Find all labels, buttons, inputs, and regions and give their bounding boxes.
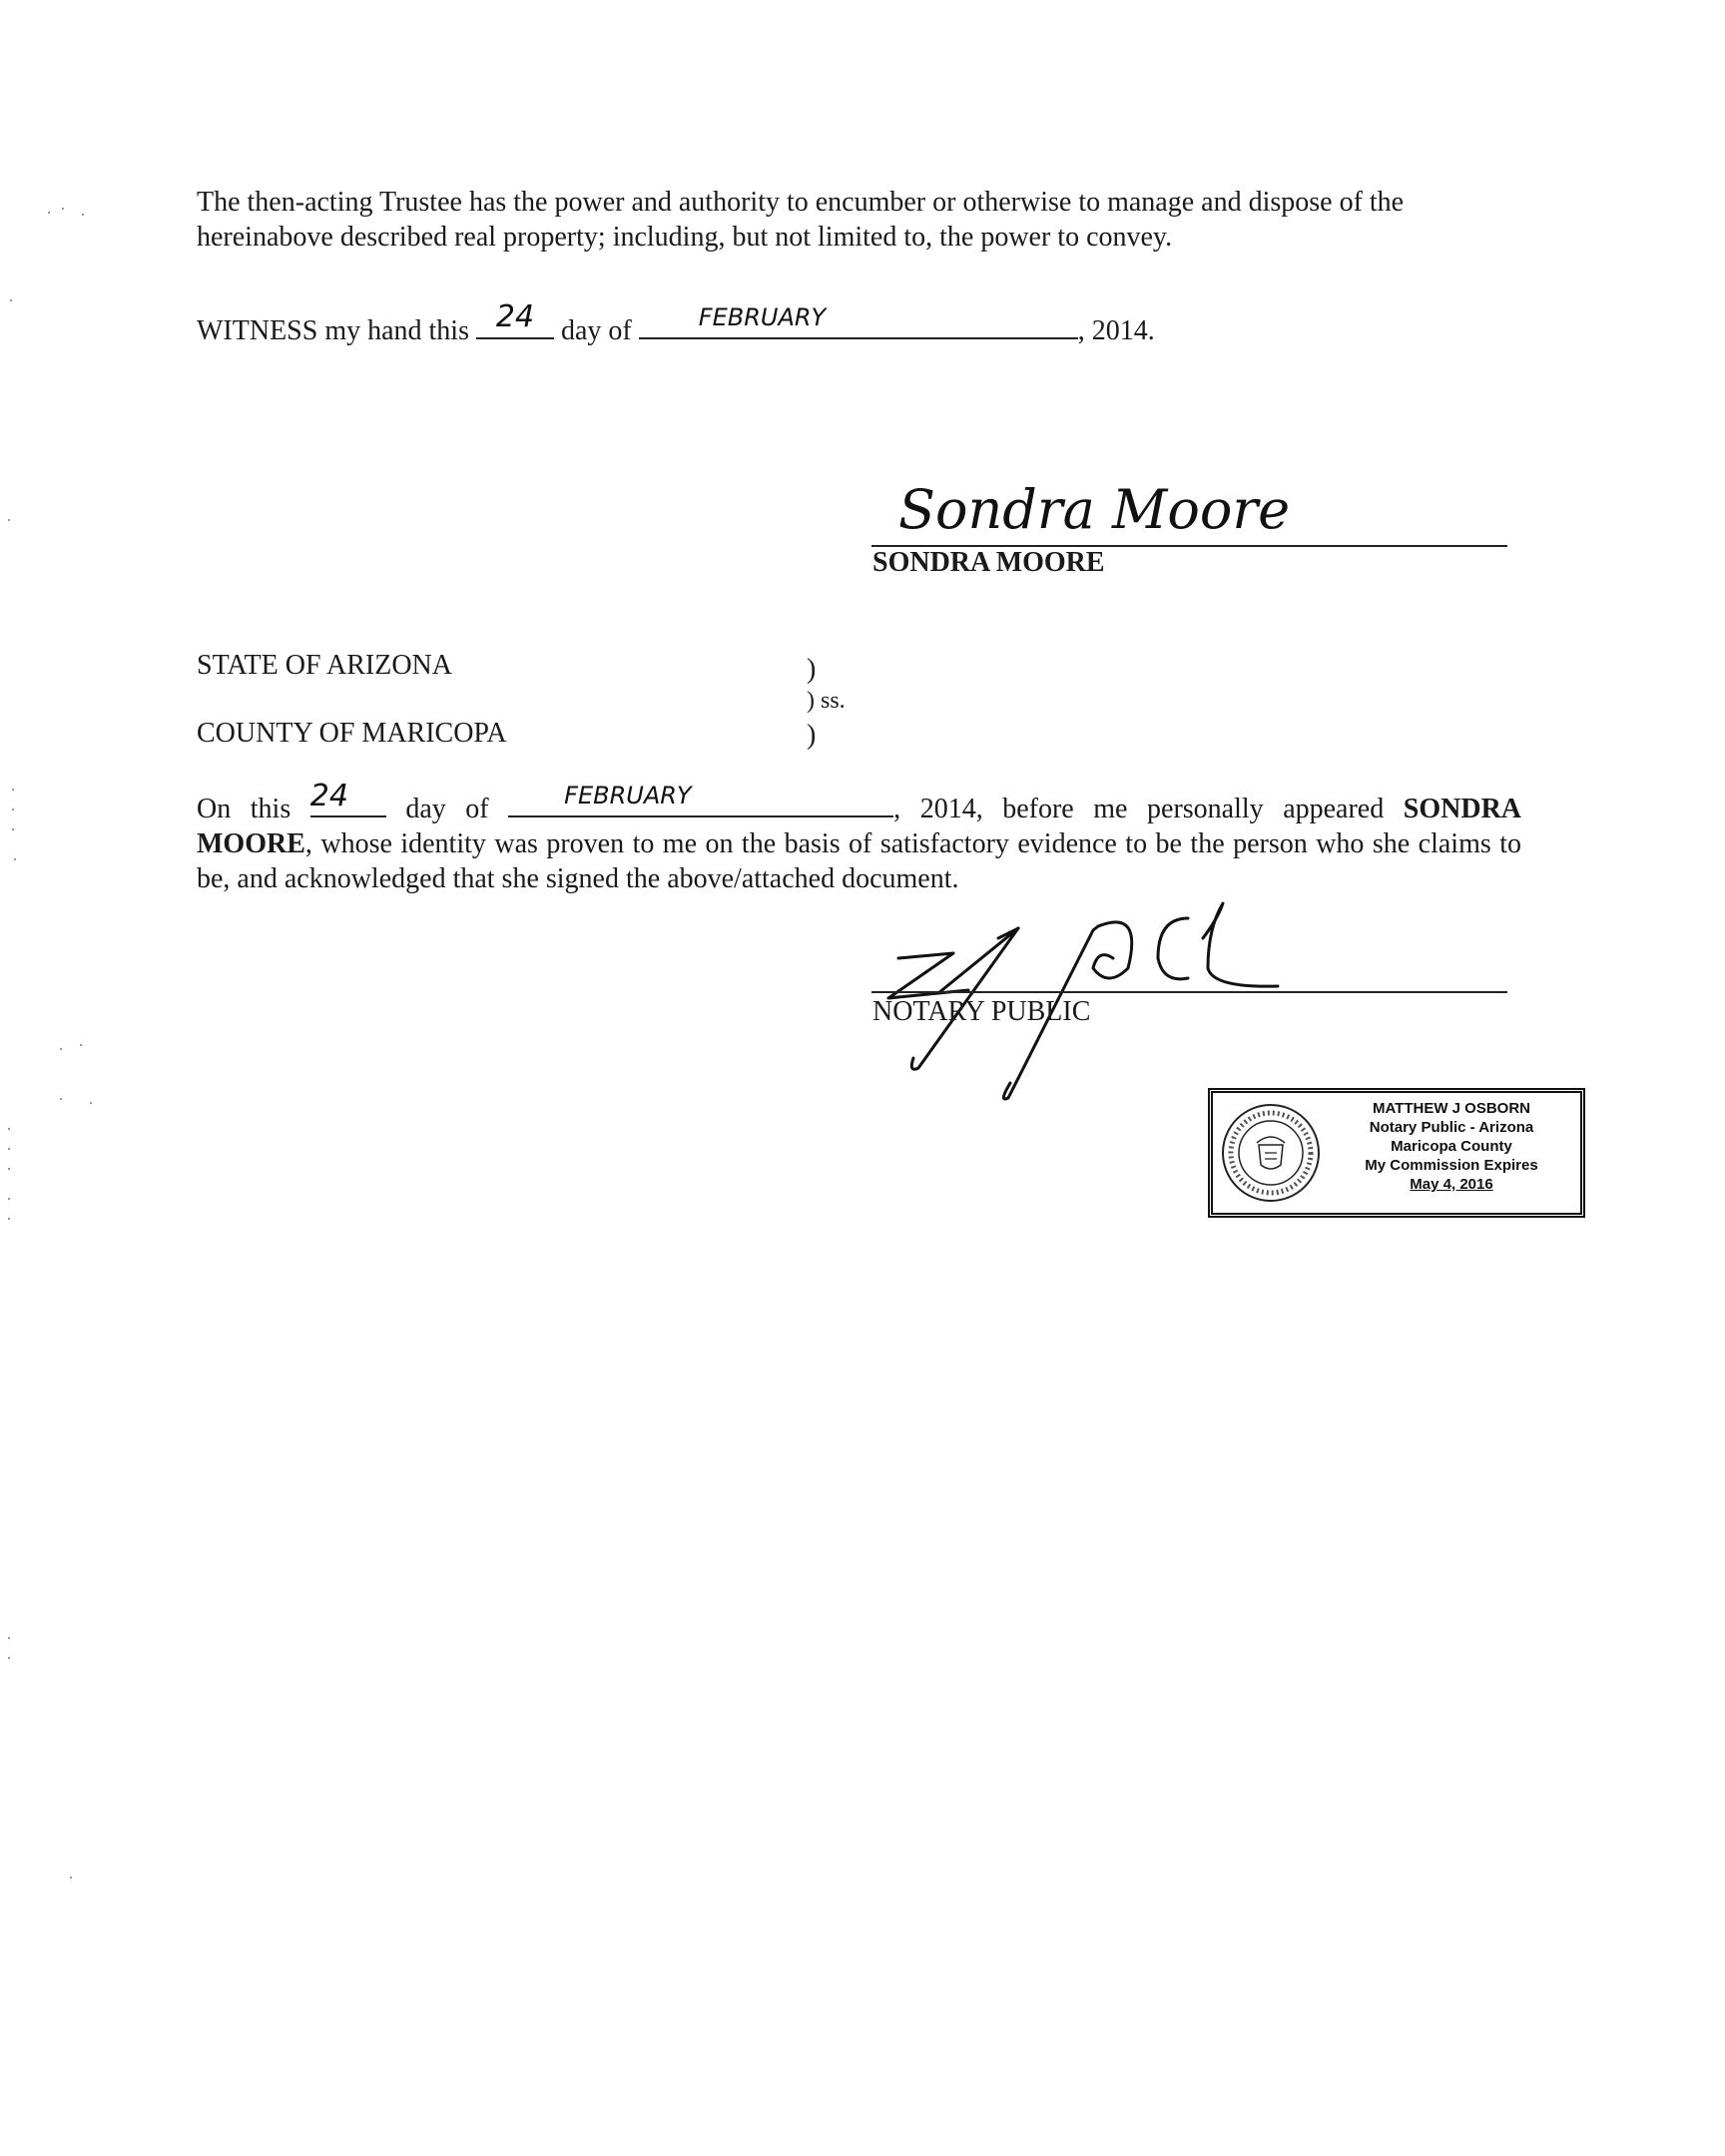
- notary-seal-stamp: [1208, 1088, 1585, 1218]
- signer-signature-handwriting: Sondra Moore: [898, 478, 1291, 541]
- ack-name-part2: MOORE: [197, 828, 305, 859]
- witness-month-blank: [639, 303, 1078, 339]
- witness-day-of: day of: [561, 315, 632, 346]
- seal-notary-name: MATTHEW J OSBORN: [1372, 1100, 1531, 1117]
- ack-year-text: , 2014, before me personally appeared: [893, 794, 1385, 824]
- ack-rest-text: , whose identity was proven to me on the basis of satisfactory evidence to be the person who she claims to be, and acknowledged that she signed the above/attached document.: [197, 828, 1521, 894]
- signer-signature: [878, 469, 1358, 549]
- trustee-powers-paragraph: The then-acting Trustee has the power and authority to encumber or otherwise to manage and dispose of the hereinabove described real property; including, but not limited to, the power to convey.: [197, 187, 1405, 253]
- seal-commission-label: My Commission Expires: [1365, 1157, 1538, 1174]
- venue-state: STATE OF ARIZONA: [197, 650, 452, 681]
- witness-month-handwritten: FEBRUARY: [698, 303, 827, 331]
- state-seal-icon: [1219, 1101, 1323, 1205]
- witness-line: [197, 299, 1155, 349]
- signer-name: SONDRA MOORE: [872, 547, 1105, 578]
- notary-seal-text: [1331, 1099, 1572, 1194]
- witness-day-handwritten: 24: [495, 299, 535, 334]
- venue-paren-bottom: ): [807, 720, 817, 751]
- notary-signature-line: [871, 991, 1507, 993]
- seal-commission-date: May 4, 2016: [1410, 1176, 1493, 1193]
- ack-day-blank: [309, 779, 386, 817]
- venue-paren-top: ): [807, 654, 817, 685]
- venue-county: COUNTY OF MARICOPA: [197, 718, 507, 749]
- acknowledgment-rest: [197, 826, 1521, 896]
- seal-county: Maricopa County: [1391, 1138, 1512, 1155]
- ack-month-blank: [508, 782, 893, 817]
- ack-day-handwritten: 24: [309, 779, 348, 813]
- notary-public-label: NOTARY PUBLIC: [872, 996, 1091, 1027]
- witness-day-blank: [476, 299, 554, 339]
- acknowledgment-paragraph: [197, 779, 1522, 896]
- ack-day-of: day of: [405, 794, 489, 824]
- ack-month-handwritten: FEBRUARY: [564, 782, 692, 809]
- witness-year: , 2014.: [1077, 315, 1155, 346]
- venue-paren-ss: ) ss.: [807, 688, 846, 714]
- witness-prefix: WITNESS my hand this: [197, 315, 469, 346]
- ack-name-part1: SONDRA: [1403, 794, 1522, 824]
- ack-prefix: On this: [197, 794, 291, 824]
- acknowledgment-line-1: [197, 779, 1522, 826]
- seal-title: Notary Public - Arizona: [1369, 1119, 1534, 1136]
